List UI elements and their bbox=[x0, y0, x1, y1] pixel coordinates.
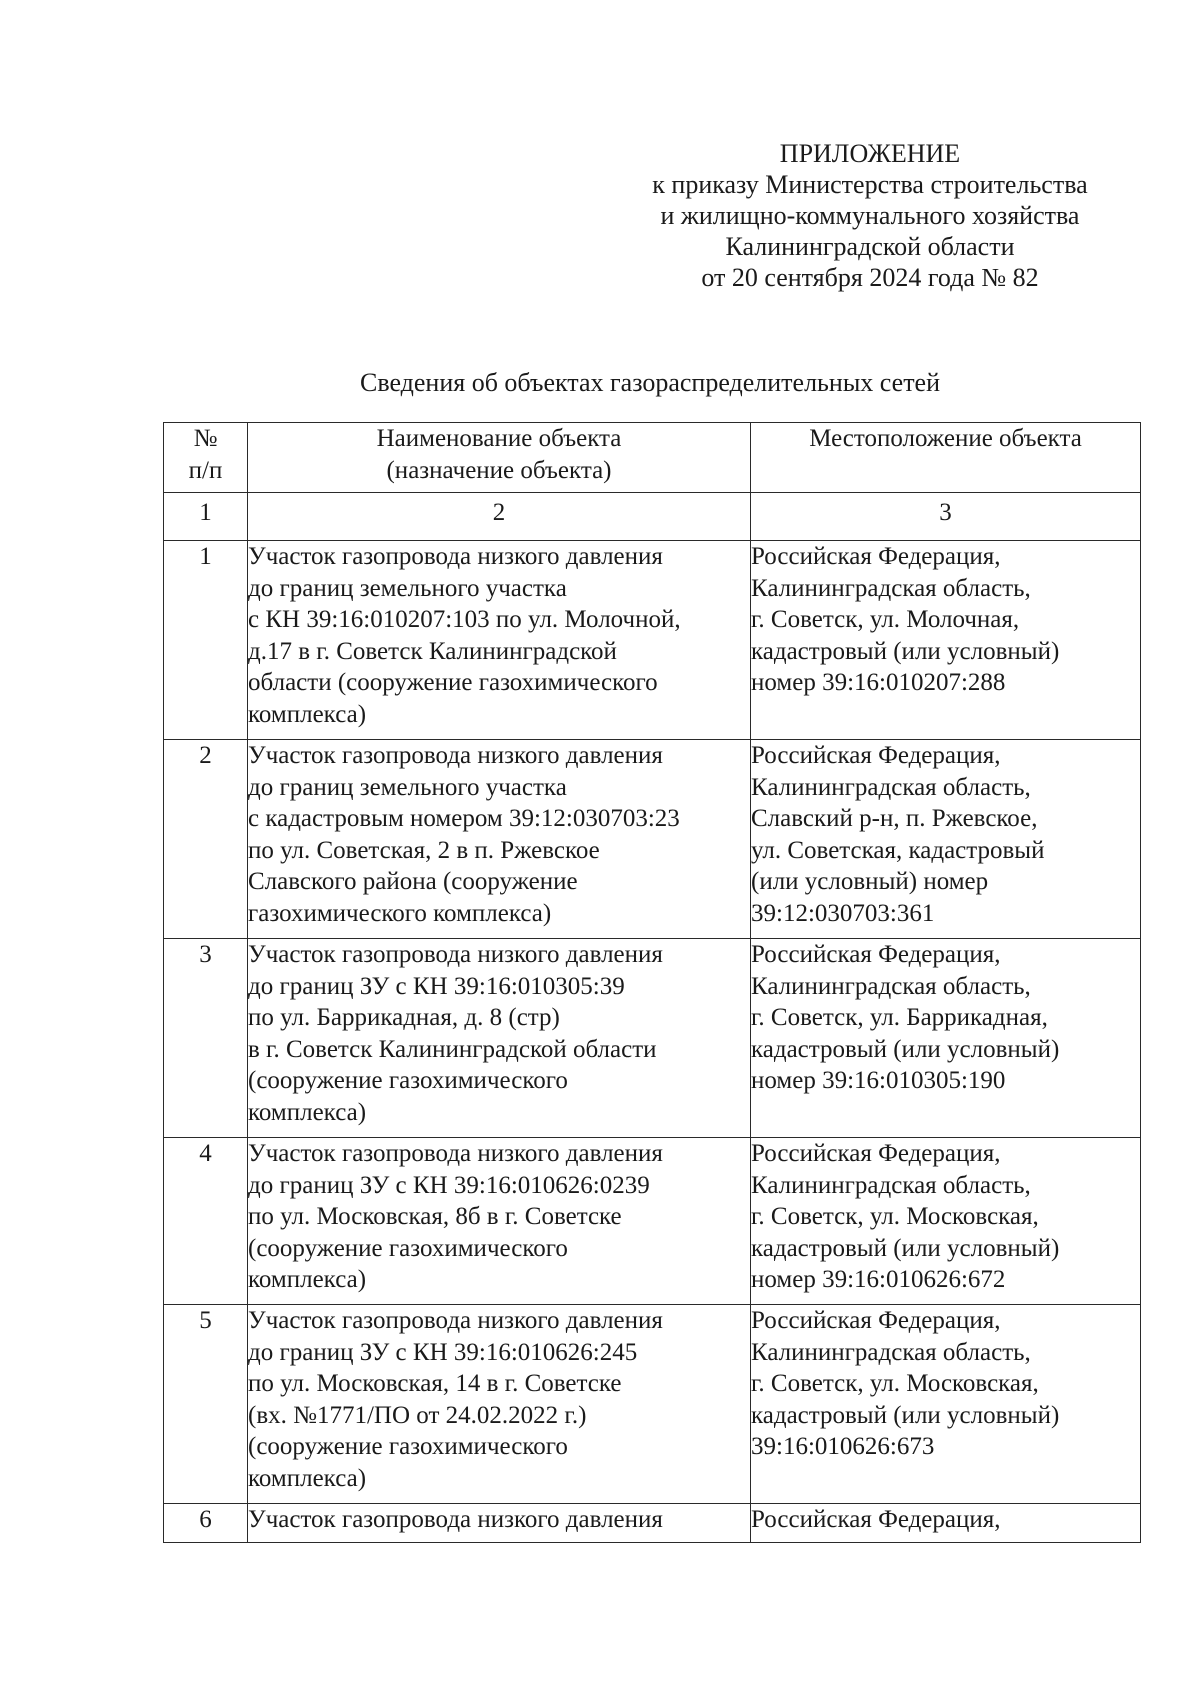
object-name-line: по ул. Советская, 2 в п. Ржевское bbox=[248, 836, 600, 864]
table-row bbox=[164, 1138, 1141, 1305]
object-location-line: Калининградская область, bbox=[751, 1171, 1031, 1199]
column-number-3: 3 bbox=[751, 493, 1141, 541]
object-name-line: до границ земельного участка bbox=[248, 773, 567, 801]
object-name-line: Участок газопровода низкого давления bbox=[248, 742, 663, 769]
appendix-header bbox=[600, 138, 1140, 293]
object-location bbox=[751, 541, 1141, 740]
object-location-line: Славский р-н, п. Ржевское, bbox=[751, 805, 1038, 832]
object-name-line: (вх. №1771/ПО от 24.02.2022 г.) bbox=[248, 1401, 587, 1429]
object-name-line: до границ ЗУ с КН 39:16:010305:39 bbox=[248, 972, 625, 1000]
object-location-line: кадастровый (или условный) bbox=[751, 1035, 1060, 1063]
object-name-line: комплекса) bbox=[248, 1098, 367, 1126]
object-name-line: по ул. Московская, 14 в г. Советске bbox=[248, 1370, 622, 1397]
header-object-name bbox=[248, 423, 751, 493]
object-location bbox=[751, 740, 1141, 939]
appendix-region-line: Калининградской области bbox=[725, 232, 1015, 261]
object-name-line: комплекса) bbox=[248, 1464, 367, 1492]
object-location-line: г. Советск, ул. Баррикадная, bbox=[751, 1004, 1048, 1031]
object-name-line: по ул. Баррикадная, д. 8 (стр) bbox=[248, 1004, 560, 1031]
object-location-line: Калининградская область, bbox=[751, 972, 1031, 1000]
object-location-line: номер 39:16:010305:190 bbox=[751, 1067, 1006, 1094]
object-name-line: до границ земельного участка bbox=[248, 574, 567, 602]
object-name bbox=[248, 1138, 751, 1305]
object-location-line: 39:16:010626:673 bbox=[751, 1433, 935, 1460]
header-number-symbol: № bbox=[193, 425, 218, 452]
object-location bbox=[751, 939, 1141, 1138]
object-name-line: в г. Советск Калининградской области bbox=[248, 1035, 657, 1063]
object-location bbox=[751, 1305, 1141, 1504]
object-name-line: с КН 39:16:010207:103 по ул. Молочной, bbox=[248, 606, 681, 633]
object-name bbox=[248, 939, 751, 1138]
header-object-location: Местоположение объекта bbox=[751, 423, 1141, 493]
row-number: 6 bbox=[164, 1504, 248, 1543]
object-location-line: ул. Советская, кадастровый bbox=[751, 836, 1045, 864]
objects-table bbox=[163, 422, 1141, 1543]
table-row bbox=[164, 1504, 1141, 1543]
row-number: 4 bbox=[164, 1138, 248, 1305]
object-name-line: (сооружение газохимического bbox=[248, 1234, 568, 1262]
table-header-row bbox=[164, 423, 1141, 493]
object-location-line: г. Советск, ул. Московская, bbox=[751, 1370, 1039, 1397]
row-number: 1 bbox=[164, 541, 248, 740]
object-name-line: газохимического комплекса) bbox=[248, 899, 552, 927]
object-location bbox=[751, 1504, 1141, 1543]
object-name bbox=[248, 1504, 751, 1543]
object-name-line: Участок газопровода низкого давления bbox=[248, 1140, 663, 1167]
object-location-line: г. Советск, ул. Московская, bbox=[751, 1203, 1039, 1230]
header-number-abbr: п/п bbox=[188, 456, 223, 484]
header-object-name-line2: (назначение объекта) bbox=[386, 456, 612, 484]
table-row bbox=[164, 740, 1141, 939]
object-name-line: по ул. Московская, 8б в г. Советске bbox=[248, 1203, 622, 1230]
object-name-line: Участок газопровода низкого давления bbox=[248, 1307, 663, 1334]
column-number-row bbox=[164, 493, 1141, 541]
object-name-line: д.17 в г. Советск Калининградской bbox=[248, 637, 617, 665]
table-row bbox=[164, 1305, 1141, 1504]
object-name-line: Славского района (сооружение bbox=[248, 868, 578, 895]
row-number: 2 bbox=[164, 740, 248, 939]
object-name bbox=[248, 740, 751, 939]
object-location bbox=[751, 1138, 1141, 1305]
object-location-line: Российская Федерация, bbox=[751, 1140, 1001, 1167]
object-name-line: до границ ЗУ с КН 39:16:010626:0239 bbox=[248, 1171, 650, 1199]
object-name-line: с кадастровым номером 39:12:030703:23 bbox=[248, 805, 680, 832]
object-location-line: номер 39:16:010626:672 bbox=[751, 1266, 1006, 1293]
column-number-1: 1 bbox=[164, 493, 248, 541]
object-location-line: Калининградская область, bbox=[751, 1338, 1031, 1366]
object-location-line: Российская Федерация, bbox=[751, 941, 1001, 968]
appendix-ministry-line: и жилищно-коммунального хозяйства bbox=[660, 201, 1080, 230]
object-location-line: Российская Федерация, bbox=[751, 543, 1001, 570]
header-number bbox=[164, 423, 248, 493]
object-location-line: (или условный) номер bbox=[751, 868, 989, 895]
appendix-label: ПРИЛОЖЕНИЕ bbox=[779, 139, 961, 168]
object-location-line: Российская Федерация, bbox=[751, 742, 1001, 769]
object-location-line: г. Советск, ул. Молочная, bbox=[751, 606, 1020, 633]
object-name bbox=[248, 1305, 751, 1504]
object-location-line: кадастровый (или условный) bbox=[751, 637, 1060, 665]
table-row bbox=[164, 939, 1141, 1138]
object-location-line: кадастровый (или условный) bbox=[751, 1401, 1060, 1429]
header-object-name-line1: Наименование объекта bbox=[376, 425, 622, 452]
object-name-line: комплекса) bbox=[248, 700, 367, 728]
object-name-line: (сооружение газохимического bbox=[248, 1433, 568, 1460]
appendix-date-line: от 20 сентября 2024 года № 82 bbox=[701, 263, 1039, 292]
object-location-line: Российская Федерация, bbox=[751, 1506, 1001, 1533]
object-name-line: (сооружение газохимического bbox=[248, 1067, 568, 1094]
object-location-line: Калининградская область, bbox=[751, 773, 1031, 801]
object-name-line: комплекса) bbox=[248, 1266, 367, 1293]
object-name-line: области (сооружение газохимического bbox=[248, 669, 658, 696]
object-name-line: до границ ЗУ с КН 39:16:010626:245 bbox=[248, 1338, 638, 1366]
object-name-line: Участок газопровода низкого давления bbox=[248, 543, 663, 570]
object-location-line: Калининградская область, bbox=[751, 574, 1031, 602]
table-row bbox=[164, 541, 1141, 740]
object-location-line: Российская Федерация, bbox=[751, 1307, 1001, 1334]
row-number: 5 bbox=[164, 1305, 248, 1504]
appendix-order-line: к приказу Министерства строительства bbox=[652, 170, 1088, 199]
document-title: Сведения об объектах газораспределительных сетей bbox=[359, 368, 941, 397]
column-number-2: 2 bbox=[248, 493, 751, 541]
object-location-line: номер 39:16:010207:288 bbox=[751, 669, 1006, 696]
object-name bbox=[248, 541, 751, 740]
row-number: 3 bbox=[164, 939, 248, 1138]
object-location-line: 39:12:030703:361 bbox=[751, 899, 935, 927]
object-name-line: Участок газопровода низкого давления bbox=[248, 1506, 663, 1533]
object-location-line: кадастровый (или условный) bbox=[751, 1234, 1060, 1262]
object-name-line: Участок газопровода низкого давления bbox=[248, 941, 663, 968]
